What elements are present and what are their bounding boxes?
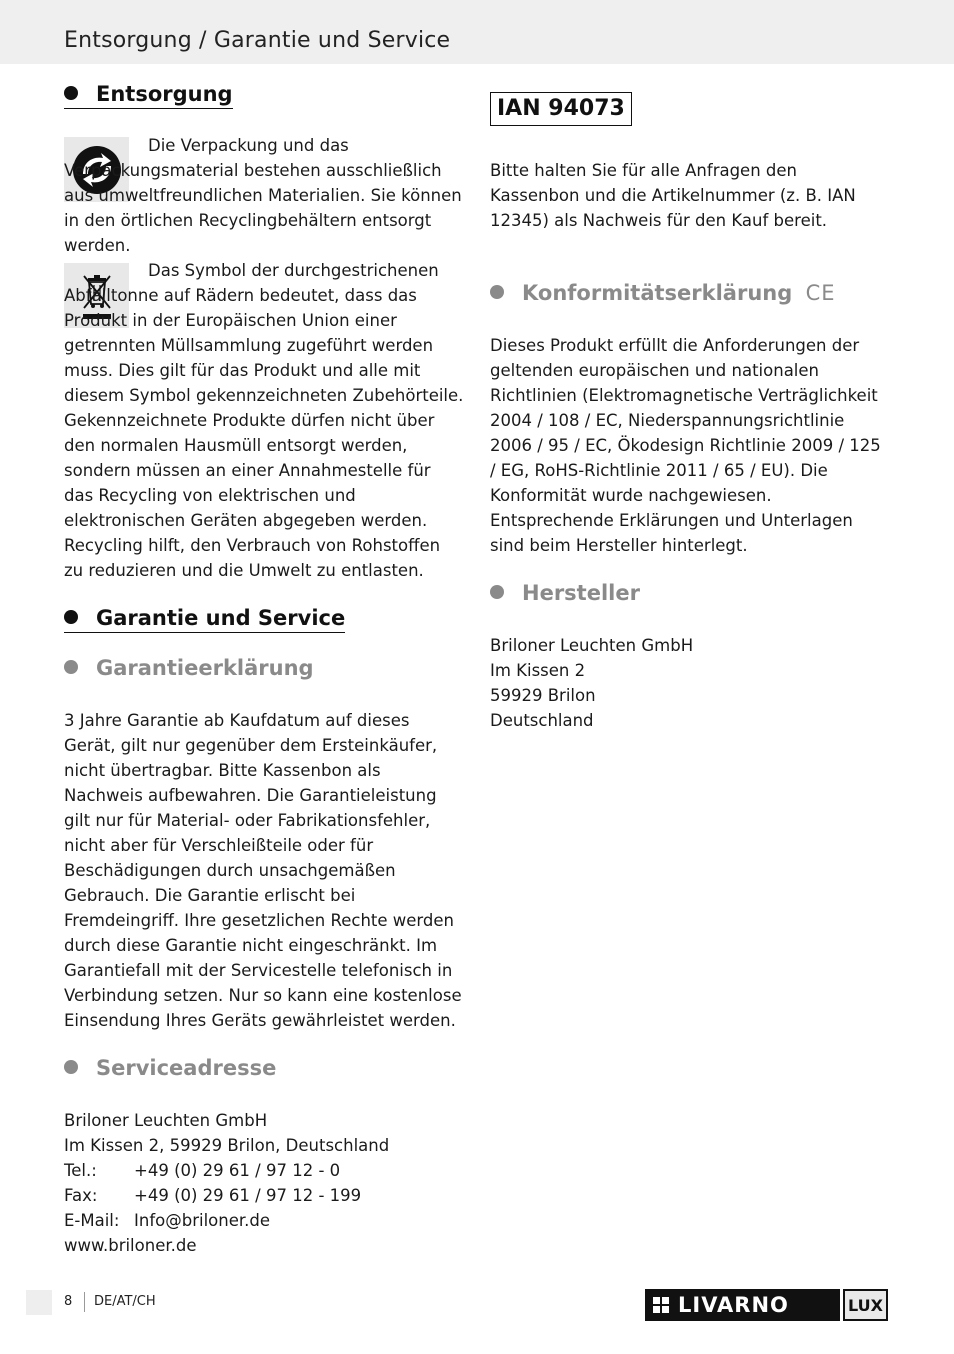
bullet-icon <box>64 86 78 100</box>
heading-konformitaet-text: Konformitätserklärung <box>522 281 793 305</box>
bullet-icon <box>64 660 78 674</box>
heading-hersteller <box>490 581 640 605</box>
logo-main <box>645 1289 840 1321</box>
footer-marker <box>26 1290 52 1315</box>
footer-divider <box>84 1292 85 1312</box>
weee-paragraph: Das Symbol der durchgestrichenen Abfalltonne auf Rädern bedeutet, dass das Produkt in der Europäischen Union einer getrennten Müllsammlung zugeführt werden muss. Dies gilt für das Produkt und alle mit diesem Symbol gekennzeichneten Zubehörteile. Gekennzeichnete Produkte dürfen nicht über den normalen Hausmüll entsorgt werden, sondern müssen an einer Annahmestelle für das Recycling von elektrischen und elektronischen Geräten abgegeben werden. Recycling hilft, den Verbrauch von Rohstoffen zu reduzieren und die Umwelt zu entlasten. <box>64 258 464 583</box>
logo-squares-icon <box>653 1297 669 1313</box>
page-number: 8 <box>64 1294 73 1309</box>
region-code: DE/AT/CH <box>94 1294 156 1309</box>
konformitaet-paragraph: Dieses Produkt erfüllt die Anforderungen der geltenden europäischen und nationalen Richtlinien (Elektromagnetische Verträglichkeit 2004 / 108 / EC, Niederspannungsrichtlinie 2006 / 95 / EC, Ökodesign Richtlinie 2009 / 125 / EG, RoHS-Richtlinie 2011 / 65 / EU). Die Konformität wurde nachgewiesen. Entsprechende Erklärungen und Unterlagen sind beim Hersteller hinterlegt. <box>490 336 881 555</box>
service-company: Briloner Leuchten GmbH <box>64 1111 268 1130</box>
service-address: Im Kissen 2, 59929 Brilon, Deutschland <box>64 1136 390 1155</box>
hersteller-city: 59929 Brilon <box>490 686 596 705</box>
email-value: Info@briloner.de <box>134 1211 270 1230</box>
heading-garantieerklaerung-text: Garantieerklärung <box>96 656 314 680</box>
heading-konformitaet <box>490 281 836 305</box>
bullet-icon <box>490 585 504 599</box>
recycling-paragraph: Die Verpackung und das Verpackungsmaterial bestehen ausschließlich aus umweltfreundlichen Materialien. Sie können in den örtlichen Recyclingbehältern entsorgt werden. <box>64 136 462 255</box>
service-website: www.briloner.de <box>64 1236 197 1255</box>
livarno-logo <box>645 1289 888 1321</box>
ian-paragraph: Bitte halten Sie für alle Anfragen den Kassenbon und die Artikelnummer (z. B. IAN 12345) als Nachweis für den Kauf bereit. <box>490 161 856 230</box>
tel-value: +49 (0) 29 61 / 97 12 - 0 <box>134 1161 341 1180</box>
bullet-icon <box>64 610 78 624</box>
heading-entsorgung-text: Entsorgung <box>96 82 233 106</box>
email-label: E-Mail: <box>64 1211 120 1230</box>
ce-mark-icon: CE <box>805 281 836 305</box>
bullet-icon <box>490 285 504 299</box>
recycling-note: Recycling hilft, den Verbrauch von Rohstoffen zu reduzieren und die Umwelt zu entlasten. <box>64 536 441 580</box>
hersteller-street: Im Kissen 2 <box>490 661 586 680</box>
service-fax-row <box>64 1183 464 1208</box>
heading-serviceadresse-text: Serviceadresse <box>96 1056 277 1080</box>
page-title: Entsorgung / Garantie und Service <box>64 28 451 53</box>
tel-label: Tel.: <box>64 1161 97 1180</box>
service-tel-row <box>64 1158 464 1183</box>
heading-serviceadresse <box>64 1056 276 1080</box>
hersteller-address-block <box>490 633 890 733</box>
service-email-row <box>64 1208 464 1233</box>
logo-text: LIVARNO <box>678 1293 789 1317</box>
logo-lux: LUX <box>843 1289 888 1321</box>
heading-garantieerklaerung <box>64 656 314 680</box>
ian-box: IAN 94073 <box>490 92 632 126</box>
heading-garantie-service <box>64 606 345 633</box>
hersteller-company: Briloner Leuchten GmbH <box>490 636 694 655</box>
fax-value: +49 (0) 29 61 / 97 12 - 199 <box>134 1186 362 1205</box>
heading-entsorgung <box>64 82 233 109</box>
garantie-paragraph: 3 Jahre Garantie ab Kaufdatum auf dieses Gerät, gilt nur gegenüber dem Ersteinkäufer, nicht übertragbar. Bitte Kassenbon als Nachweis aufbewahren. Die Garantieleistung gilt nur für Material- oder Fabrikationsfehler, nicht aber für Verschleißteile oder für Beschädigungen durch unsachgemäßen Gebrauch. Die Garantie erlischt bei Fremdeingriff. Ihre gesetzlichen Rechte werden durch diese Garantie nicht eingeschränkt. Im Garantiefall mit der Servicestelle telefonisch in Verbindung setzen. Nur so kann eine kostenlose Einsendung Ihres Geräts gewährleistet werden. <box>64 711 462 1030</box>
heading-hersteller-text: Hersteller <box>522 581 640 605</box>
heading-garantie-service-text: Garantie und Service <box>96 606 346 630</box>
bullet-icon <box>64 1060 78 1074</box>
fax-label: Fax: <box>64 1186 98 1205</box>
service-address-block <box>64 1108 464 1258</box>
hersteller-country: Deutschland <box>490 711 594 730</box>
